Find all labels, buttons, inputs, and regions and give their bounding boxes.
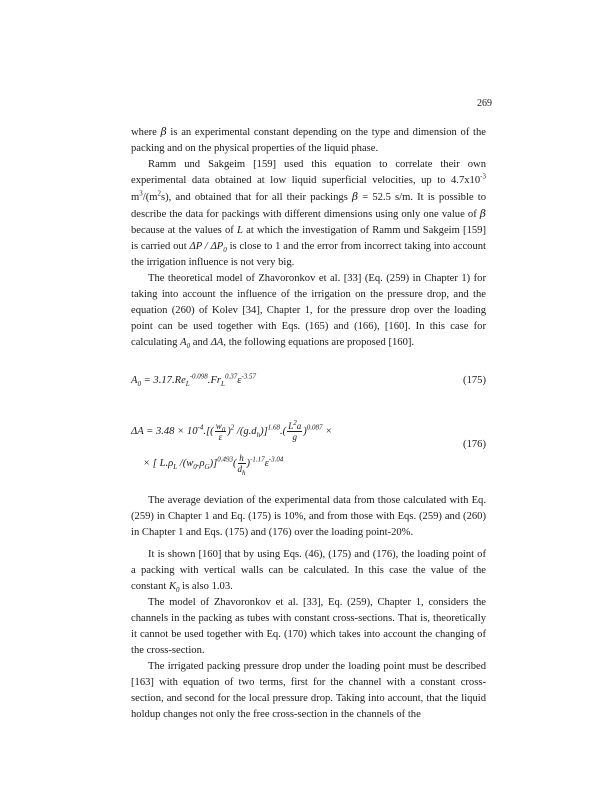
fraction-w0-over-eps: $\frac{w_0}{\varepsilon}$ <box>215 421 226 442</box>
paragraph-4: The average deviation of the experimental data from those calculated with Eq. (259) in Chapter 1 and Eq. (175) is 10%, and from those with Eqs. (259) and (260) in Chapter 1 and Eqs. (175) and (176) over the loading point-20%. <box>131 495 486 538</box>
paragraph-1: where β is an experimental constant depending on the type and dimension of the packing and on the physical properties of the liquid phase. <box>131 126 486 154</box>
paragraph-7: The irrigated packing pressure drop under the loading point must be described [163] with equation of two terms, first for the channel with a constant cross-section, and second for the local pressure drop. Taking into account, that the liquid holdup changes not only the free cross-section in the channels of the <box>131 661 486 720</box>
page-number: 269 <box>477 98 492 109</box>
equation-175 <box>131 373 486 393</box>
page-body <box>131 124 486 723</box>
equation-175-number: (175) <box>463 375 486 386</box>
fraction-l2a-over-g: $\frac{L^2a}{g}$ <box>288 419 302 442</box>
equation-176-number: (176) <box>463 439 486 450</box>
equation-176 <box>131 415 486 479</box>
paragraph-2: Ramm und Sakgeim [159] used this equation to correlate their own experimental data obtained at low liquid superficial velocities, up to $4.7x10^{-3}$ $m^3/(m^2s)$, and obtained that for all their packings β = 52.5 s/m. It is possible to describe the data for packings with different dimensions using only one value of β because at the values of L at which the investigation of Ramm und Sakgeim [159] is carried out ΔP / $\Delta P_0$ is close to 1 and the error from incorrect taking into account the irrigation influence is not very big. <box>131 159 486 268</box>
equation-175-body: $A_0 = 3.17.Re_L^{-0.098}.Fr_L^{0.37}\varepsilon^{-3.57}$ <box>131 372 256 389</box>
paragraph-5: It is shown [160] that by using Eqs. (46), (175) and (176), the loading point of a packing with vertical walls can be calculated. In this case the value of the constant $K_0$ is also 1.03. <box>131 549 486 595</box>
equation-176-line-1: $\Delta A = 3.48 \times 10^{-4}$.[( $\frac{w_0}{\varepsilon}$ )$^2$ $/(g.d_h)]^{1.68}$.( $\frac{L^2a}{g}$ )$^{0.087}$ × <box>131 419 333 442</box>
paragraph-3: The theoretical model of Zhavoronkov et al. [33] (Eq. (259) in Chapter 1) for taking into account the influence of the irrigation on the pressure drop, and the equation (260) of Kolev [34], Chapter 1, for the pressure drop over the loading point can be used together with Eqs. (165) and (166), [160]. In this case for calculating $A_0$ and ΔA, the following equations are proposed [160]. <box>131 273 486 351</box>
fraction-h-over-dh: $\frac{h}{d_h}$ <box>237 453 246 477</box>
equation-176-line-2: × [ $L.\rho_L$ $/(w_0.\rho_G)]^{0.493}$( $\frac{h}{d_h}$ )$^{-1.17}\varepsilon^{-3.04}$ <box>143 453 284 477</box>
paragraph-6: The model of Zhavoronkov et al. [33], Eq. (259), Chapter 1, considers the channels in the packing as tubes with constant cross-sections. That is, theoretically it cannot be used together with Eq. (170) which takes into account the changing of the cross-section. <box>131 597 486 656</box>
